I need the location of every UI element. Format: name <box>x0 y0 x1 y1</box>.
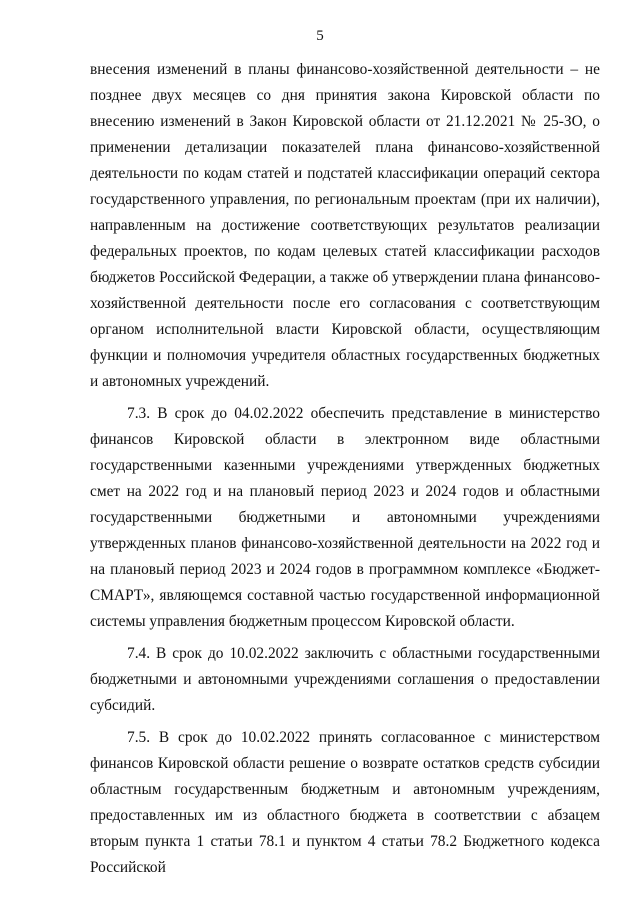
paragraph-7-5: 7.5. В срок до 10.02.2022 принять согласованное с министерством финансов Кировской области решение о возврате остатков средств субсидии областным государственным бюджетным и автономным учреждениям, предоставленных им из областного бюджета в соответствии с абзацем вторым пункта 1 статьи 78.1 и пунктом 4 статьи 78.2 Бюджетного кодекса Российской <box>90 729 600 876</box>
paragraph-7-3: 7.3. В срок до 04.02.2022 обеспечить представление в министерство финансов Кировской области в электронном виде областными государственными казенными учреждениями утвержденных бюджетных смет на 2022 год и на плановый период 2023 и 2024 годов и областными государственными бюджетными и автономными учреждениями утвержденных планов финансово-хозяйственной деятельности на 2022 год и на плановый период 2023 и 2024 годов в программном комплексе «Бюджет-СМАРТ», являющемся составной частью государственной информационной системы управления бюджетным процессом Кировской области. <box>90 405 600 630</box>
paragraph-continuation: внесения изменений в планы финансово-хозяйственной деятельности – не позднее двух месяцев со дня принятия закона Кировской области по внесению изменений в Закон Кировской области от 21.12.2021 № 25-ЗО, о применении детализации показателей плана финансово-хозяйственной деятельности по кодам статей и подстатей классификации операций сектора государственного управления, по региональным проектам (при их наличии), направленным на достижение соответствующих результатов реализации федеральных проектов, по кодам целевых статей классификации расходов бюджетов Российской Федерации, а также об утверждении плана финансово-хозяйственной деятельности после его согласования с соответствующим органом исполнительной власти Кировской области, осуществляющим функции и полномочия учредителя областных государственных бюджетных и автономных учреждений. <box>90 61 600 390</box>
document-body <box>90 57 600 881</box>
page-number: 5 <box>316 28 324 44</box>
paragraph-7-4: 7.4. В срок до 10.02.2022 заключить с областными государственными бюджетными и автономными учреждениями соглашения о предоставлении субсидий. <box>90 645 600 714</box>
